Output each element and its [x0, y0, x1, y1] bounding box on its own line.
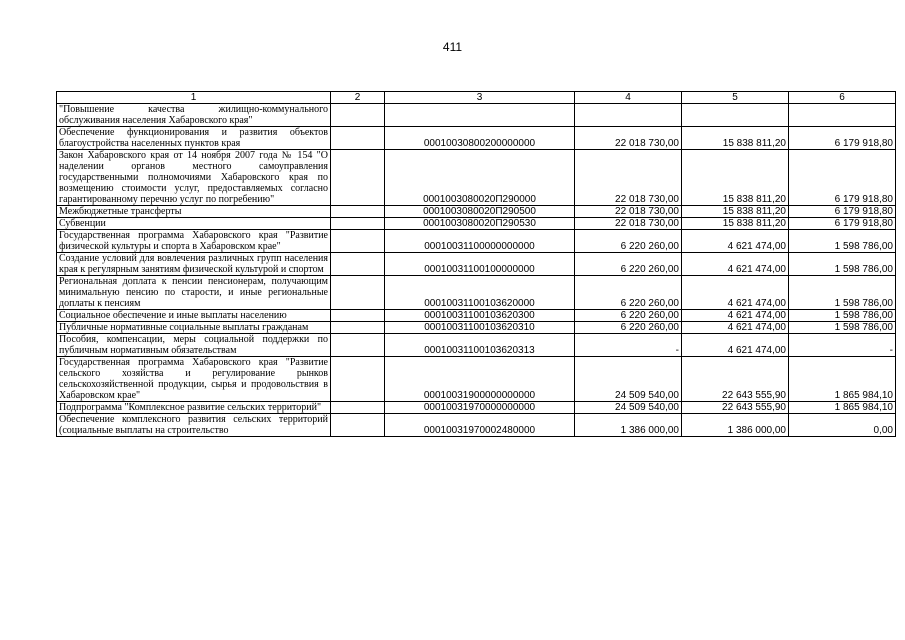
row-value-4: 6 220 260,00	[575, 276, 682, 310]
row-col2	[331, 334, 385, 357]
table-row	[57, 414, 896, 437]
table-row	[57, 104, 896, 127]
table-row	[57, 127, 896, 150]
table-header	[57, 92, 896, 104]
column-header: 5	[682, 92, 789, 104]
row-value-4: 24 509 540,00	[575, 357, 682, 402]
table-row	[57, 334, 896, 357]
row-name: Создание условий для вовлечения различных групп населения края к регулярным занятиям физической культурой и спортом	[57, 253, 331, 276]
row-value-6: 6 179 918,80	[789, 150, 896, 206]
row-value-4: 6 220 260,00	[575, 253, 682, 276]
header-row	[57, 92, 896, 104]
row-name: Обеспечение комплексного развития сельских территорий (социальные выплаты на строительство	[57, 414, 331, 437]
table-row	[57, 322, 896, 334]
table-row	[57, 150, 896, 206]
row-value-5: 15 838 811,20	[682, 127, 789, 150]
row-value-6: 6 179 918,80	[789, 218, 896, 230]
row-code: 00010031100103620313	[385, 334, 575, 357]
row-name: Публичные нормативные социальные выплаты гражданам	[57, 322, 331, 334]
row-name: Пособия, компенсации, меры социальной поддержки по публичным нормативным обязательствам	[57, 334, 331, 357]
row-code: 00010031100103620310	[385, 322, 575, 334]
row-name: Субвенции	[57, 218, 331, 230]
row-value-6: 1 598 786,00	[789, 253, 896, 276]
column-header: 1	[57, 92, 331, 104]
row-value-6	[789, 104, 896, 127]
table-row	[57, 310, 896, 322]
budget-table	[56, 91, 896, 437]
column-header: 6	[789, 92, 896, 104]
row-name: Государственная программа Хабаровского края "Развитие сельского хозяйства и регулирование рынков сельскохозяйственной продукции, сырья и продовольствия в Хабаровском крае"	[57, 357, 331, 402]
row-value-4	[575, 104, 682, 127]
row-col2	[331, 357, 385, 402]
page-number: 411	[442, 40, 463, 54]
row-col2	[331, 150, 385, 206]
row-value-5: 1 386 000,00	[682, 414, 789, 437]
table-row	[57, 253, 896, 276]
row-name: Обеспечение функционирования и развития объектов благоустройства населенных пунктов края	[57, 127, 331, 150]
row-value-6: 1 865 984,10	[789, 402, 896, 414]
row-value-4: 22 018 730,00	[575, 127, 682, 150]
row-value-4: 6 220 260,00	[575, 322, 682, 334]
row-name: Закон Хабаровского края от 14 ноября 2007 года № 154 "О наделении органов местного самоуправления государственными полномочиями Хабаровского края по возмещению стоимости услуг, предоставляемых согласно гарантированному перечню услуг по погребению"	[57, 150, 331, 206]
row-value-6: 1 865 984,10	[789, 357, 896, 402]
table-row	[57, 230, 896, 253]
row-code: 00010031970000000000	[385, 402, 575, 414]
row-col2	[331, 218, 385, 230]
row-name: "Повышение качества жилищно-коммунального обслуживания населения Хабаровского края"	[57, 104, 331, 127]
table-row	[57, 402, 896, 414]
row-name: Межбюджетные трансферты	[57, 206, 331, 218]
row-value-5: 4 621 474,00	[682, 322, 789, 334]
row-col2	[331, 310, 385, 322]
row-name: Подпрограмма "Комплексное развитие сельских территорий"	[57, 402, 331, 414]
table-row	[57, 276, 896, 310]
row-code: 00010031900000000000	[385, 357, 575, 402]
table-row	[57, 357, 896, 402]
row-code: 00010031100000000000	[385, 230, 575, 253]
row-col2	[331, 402, 385, 414]
row-value-4: 22 018 730,00	[575, 206, 682, 218]
row-value-5: 15 838 811,20	[682, 218, 789, 230]
row-code: 00010031100103620300	[385, 310, 575, 322]
row-name: Социальное обеспечение и иные выплаты населению	[57, 310, 331, 322]
row-value-4: 1 386 000,00	[575, 414, 682, 437]
row-value-5	[682, 104, 789, 127]
row-code: 00010031100100000000	[385, 253, 575, 276]
row-value-5: 22 643 555,90	[682, 357, 789, 402]
row-value-6: -	[789, 334, 896, 357]
row-value-6: 1 598 786,00	[789, 310, 896, 322]
row-col2	[331, 104, 385, 127]
row-value-5: 4 621 474,00	[682, 276, 789, 310]
row-value-4: -	[575, 334, 682, 357]
row-col2	[331, 253, 385, 276]
row-name: Государственная программа Хабаровского края "Развитие физической культуры и спорта в Хабаровском крае"	[57, 230, 331, 253]
row-value-6: 6 179 918,80	[789, 206, 896, 218]
row-value-6: 6 179 918,80	[789, 127, 896, 150]
row-value-6: 1 598 786,00	[789, 322, 896, 334]
row-value-4: 22 018 730,00	[575, 150, 682, 206]
row-col2	[331, 414, 385, 437]
column-header: 4	[575, 92, 682, 104]
row-col2	[331, 276, 385, 310]
table-row	[57, 218, 896, 230]
row-value-4: 6 220 260,00	[575, 230, 682, 253]
row-value-5: 4 621 474,00	[682, 253, 789, 276]
row-code: 00010031100103620000	[385, 276, 575, 310]
row-value-6: 1 598 786,00	[789, 276, 896, 310]
row-value-5: 4 621 474,00	[682, 230, 789, 253]
row-value-5: 15 838 811,20	[682, 206, 789, 218]
row-name: Региональная доплата к пенсии пенсионерам, получающим минимальную пенсию по старости, и иные региональные доплаты к пенсиям	[57, 276, 331, 310]
row-col2	[331, 127, 385, 150]
row-code: 00010030800200000000	[385, 127, 575, 150]
row-code: 00010031970002480000	[385, 414, 575, 437]
column-header: 3	[385, 92, 575, 104]
row-col2	[331, 322, 385, 334]
row-value-5: 15 838 811,20	[682, 150, 789, 206]
row-code: 0001003080020П290000	[385, 150, 575, 206]
table-body	[57, 104, 896, 437]
column-header: 2	[331, 92, 385, 104]
row-value-5: 4 621 474,00	[682, 334, 789, 357]
row-code	[385, 104, 575, 127]
row-col2	[331, 230, 385, 253]
row-value-6: 1 598 786,00	[789, 230, 896, 253]
row-value-4: 22 018 730,00	[575, 218, 682, 230]
row-code: 0001003080020П290530	[385, 218, 575, 230]
table-row	[57, 206, 896, 218]
row-col2	[331, 206, 385, 218]
row-value-4: 24 509 540,00	[575, 402, 682, 414]
row-value-4: 6 220 260,00	[575, 310, 682, 322]
row-value-5: 22 643 555,90	[682, 402, 789, 414]
row-code: 0001003080020П290500	[385, 206, 575, 218]
row-value-5: 4 621 474,00	[682, 310, 789, 322]
row-value-6: 0,00	[789, 414, 896, 437]
